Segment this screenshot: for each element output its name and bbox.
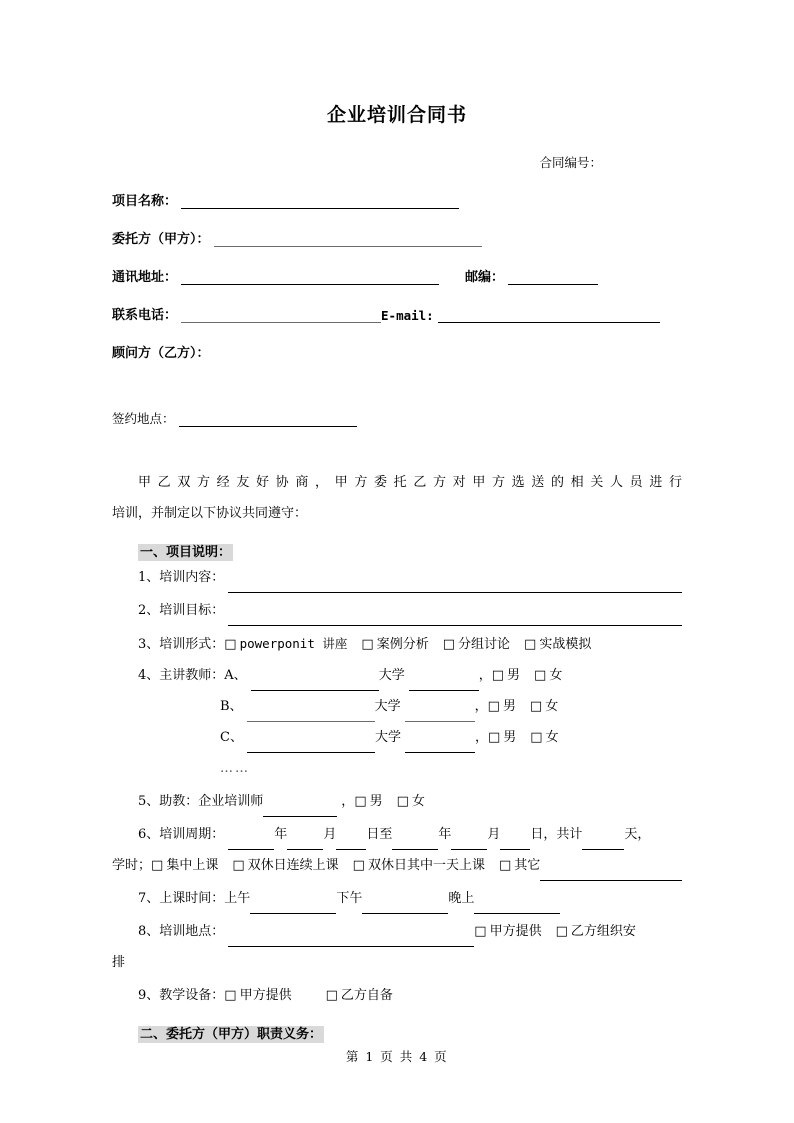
clause-8-place-input[interactable] (228, 933, 474, 947)
clause-6-hours-label: 学时； (112, 858, 152, 873)
checkbox-icon: □ (352, 858, 365, 873)
field-party-b (112, 342, 682, 361)
preamble-line-1: 甲乙双方经友好协商，甲方委托乙方对甲方选送的相关人员进行 (138, 475, 682, 490)
teacher-c-female-label: 女 (545, 730, 559, 745)
start-year-input[interactable] (228, 836, 274, 850)
checkbox-icon: □ (474, 924, 487, 939)
teacher-a-comma: ， (478, 668, 492, 683)
clause-8-label: 培训地点： (159, 924, 225, 939)
schedule-option-weekend-both-label: 双休日连续上课 (247, 858, 339, 873)
teacher-b-key: B、 (220, 699, 243, 714)
checkbox-icon: □ (487, 730, 501, 745)
equipment-option-party-b[interactable] (326, 980, 393, 1011)
field-phone (112, 304, 682, 323)
clause-3-number: 3、 (138, 637, 160, 652)
teacher-c-comma: ， (474, 730, 488, 745)
clause-9-number: 9、 (138, 988, 160, 1003)
place-option-party-b[interactable] (556, 916, 636, 947)
clause-1-input[interactable] (228, 579, 682, 593)
end-day-input[interactable] (500, 836, 530, 850)
field-sign-place (112, 409, 682, 427)
checkbox-icon: □ (491, 668, 505, 683)
teacher-c-name-input[interactable] (247, 739, 375, 753)
start-month-unit: 月 (323, 827, 337, 842)
assistant-female-label: 女 (411, 794, 425, 809)
teacher-a-key: A、 (224, 668, 247, 683)
checkbox-icon: □ (534, 668, 547, 683)
checkbox-option-simulation-label: 实战模拟 (539, 637, 592, 652)
contract-number-label: 合同编号： (539, 155, 602, 170)
clause-4-number: 4、 (138, 668, 160, 683)
end-day-unit: 日，共计 (530, 827, 583, 842)
teacher-b-female[interactable] (530, 691, 558, 722)
assistant-male-label: 男 (369, 794, 383, 809)
section-heading-1-text: 一、项目说明： (140, 545, 232, 560)
section-heading-2-text: 二、委托方（甲方）职责义务： (140, 1027, 323, 1042)
schedule-option-other-label: 其它 (514, 858, 541, 873)
clause-7-class-time (112, 883, 682, 914)
clause-9-equipment (112, 980, 682, 1011)
teacher-a-male[interactable] (492, 660, 520, 691)
email-label: E-mail: (381, 308, 434, 323)
checkbox-icon: □ (524, 637, 537, 652)
preamble-line-2: 培训，并制定以下协议共同遵守： (112, 506, 308, 521)
checkbox-icon: □ (487, 699, 500, 714)
place-option-party-b-label: 乙方组织安 (570, 924, 636, 939)
checkbox-icon: □ (224, 988, 237, 1003)
checkbox-option-group[interactable] (443, 629, 510, 660)
teacher-list-ellipsis: …… (220, 761, 250, 776)
clause-8-wrap-line: 排 (112, 955, 126, 970)
clause-2-label: 培训目标： (159, 603, 225, 618)
checkbox-option-ppt-label: powerponit 讲座 (239, 636, 348, 651)
checkbox-icon: □ (396, 794, 409, 809)
schedule-option-other[interactable] (499, 850, 682, 881)
equipment-option-party-a[interactable] (224, 980, 291, 1011)
clause-5-label: 助教：企业培训师 (159, 794, 264, 809)
checkbox-icon: □ (232, 858, 245, 873)
class-time-afternoon-input[interactable] (362, 900, 448, 914)
party-b-label: 顾问方（乙方）： (112, 346, 210, 361)
clause-2-training-goal (112, 595, 682, 626)
teacher-c-female[interactable] (530, 722, 558, 753)
clause-6-number: 6、 (138, 827, 160, 842)
teacher-c-department-input[interactable] (405, 739, 475, 753)
clause-1-label: 培训内容： (159, 570, 225, 585)
clause-6-continued (112, 850, 682, 881)
start-year-unit: 年 (274, 827, 288, 842)
teacher-b-male-label: 男 (502, 699, 516, 714)
schedule-option-intensive-label: 集中上课 (166, 858, 219, 873)
field-party-a (112, 228, 682, 247)
clause-1-number: 1、 (138, 570, 160, 585)
clause-7-label: 上课时间： (159, 891, 225, 906)
clause-5-number: 5、 (138, 794, 160, 809)
sign-place-label: 签约地点： (112, 411, 175, 426)
end-month-unit: 月 (487, 827, 501, 842)
checkbox-option-simulation[interactable] (524, 629, 591, 660)
checkbox-icon: □ (361, 637, 374, 652)
class-time-morning-label: 上午 (224, 891, 251, 906)
checkbox-icon: □ (224, 637, 237, 652)
clause-4-label: 主讲教师： (159, 668, 225, 683)
teacher-a-female[interactable] (534, 660, 562, 691)
clause-8-training-place (112, 916, 682, 947)
checkbox-option-group-label: 分组讨论 (458, 637, 511, 652)
class-time-evening-input[interactable] (474, 900, 560, 914)
total-days-unit: 天， (624, 827, 651, 842)
class-time-afternoon-label: 下午 (336, 891, 363, 906)
postcode-label: 邮编： (465, 270, 505, 285)
end-month-input[interactable] (451, 836, 487, 850)
clause-9-label: 教学设备： (159, 988, 225, 1003)
clause-6-training-period (112, 819, 682, 850)
total-days-input[interactable] (582, 836, 624, 850)
teacher-c-university: 大学 (374, 730, 401, 745)
checkbox-icon: □ (151, 858, 164, 873)
place-option-party-a[interactable] (474, 916, 541, 947)
postcode-input[interactable] (508, 271, 598, 285)
class-time-morning-input[interactable] (250, 900, 336, 914)
schedule-other-input[interactable] (540, 867, 682, 881)
clause-3-label: 培训形式： (159, 637, 225, 652)
clause-4-ellipsis-row (112, 753, 682, 784)
teacher-c-male-label: 男 (503, 730, 517, 745)
email-input[interactable] (438, 309, 660, 323)
mail-address-label: 通讯地址： (112, 270, 178, 285)
start-day-input[interactable] (336, 836, 366, 850)
clause-4-teacher-a (112, 660, 682, 691)
checkbox-option-case-label: 案例分析 (376, 637, 429, 652)
schedule-option-weekend-one[interactable] (353, 850, 485, 881)
checkbox-icon: □ (442, 637, 455, 652)
field-mail-address (112, 266, 682, 285)
teacher-c-male[interactable] (488, 722, 516, 753)
teacher-b-name-input[interactable] (247, 708, 375, 722)
teacher-c-key: C、 (220, 730, 243, 745)
checkbox-option-ppt[interactable] (224, 628, 347, 660)
schedule-option-weekend-both[interactable] (232, 850, 338, 881)
class-time-evening-label: 晚上 (448, 891, 475, 906)
clause-7-number: 7、 (138, 891, 160, 906)
teacher-a-female-label: 女 (549, 668, 563, 683)
end-year-input[interactable] (392, 836, 438, 850)
checkbox-icon: □ (529, 699, 543, 714)
teacher-b-male[interactable] (488, 691, 516, 722)
teacher-a-department-input[interactable] (409, 677, 479, 691)
teacher-a-university: 大学 (378, 668, 405, 683)
mail-address-input[interactable] (181, 271, 439, 285)
field-project-name (112, 190, 682, 209)
project-name-input[interactable] (181, 195, 459, 209)
clause-5-comma: ， (341, 794, 355, 809)
checkbox-icon: □ (325, 988, 338, 1003)
phone-label: 联系电话： (112, 308, 178, 323)
teacher-a-name-input[interactable] (251, 677, 379, 691)
clause-1-training-content (112, 562, 682, 593)
schedule-option-intensive[interactable] (151, 850, 218, 881)
start-day-unit: 日至 (366, 827, 393, 842)
teacher-a-male-label: 男 (507, 668, 521, 683)
section-heading-1 (112, 541, 682, 560)
clause-4-teacher-c (112, 722, 682, 753)
clause-4-teacher-b (112, 691, 682, 722)
place-option-party-a-label: 甲方提供 (489, 924, 542, 939)
clause-2-input[interactable] (228, 612, 682, 626)
checkbox-option-case[interactable] (361, 629, 428, 660)
assistant-male[interactable] (354, 786, 382, 817)
clause-8-number: 8、 (138, 924, 160, 939)
party-a-label: 委托方（甲方）： (112, 232, 210, 247)
start-month-input[interactable] (287, 836, 323, 850)
clause-2-number: 2、 (138, 603, 160, 618)
checkbox-icon: □ (555, 924, 568, 939)
page-title: 企业培训合同书 (326, 104, 467, 126)
clause-5-assistant (112, 786, 682, 817)
clause-5-assistant-input[interactable] (263, 803, 337, 817)
project-name-label: 项目名称： (112, 194, 178, 209)
checkbox-icon: □ (354, 794, 367, 809)
assistant-female[interactable] (397, 786, 425, 817)
section-heading-2 (112, 1023, 682, 1042)
end-year-unit: 年 (438, 827, 452, 842)
clause-3-training-form (112, 628, 682, 660)
party-a-input[interactable] (214, 233, 482, 247)
teacher-b-department-input[interactable] (405, 708, 475, 722)
checkbox-icon: □ (498, 858, 512, 873)
equipment-option-party-a-label: 甲方提供 (239, 988, 292, 1003)
page-footer: 第 1 页 共 4 页 (345, 1049, 449, 1064)
phone-input[interactable] (181, 309, 381, 323)
sign-place-input[interactable] (179, 413, 357, 427)
clause-6-label: 培训周期： (159, 827, 225, 842)
equipment-option-party-b-label: 乙方自备 (340, 988, 393, 1003)
teacher-b-university: 大学 (374, 699, 401, 714)
checkbox-icon: □ (530, 730, 543, 745)
teacher-b-comma: ， (474, 699, 488, 714)
schedule-option-weekend-one-label: 双休日其中一天上课 (367, 858, 485, 873)
teacher-b-female-label: 女 (545, 699, 559, 714)
